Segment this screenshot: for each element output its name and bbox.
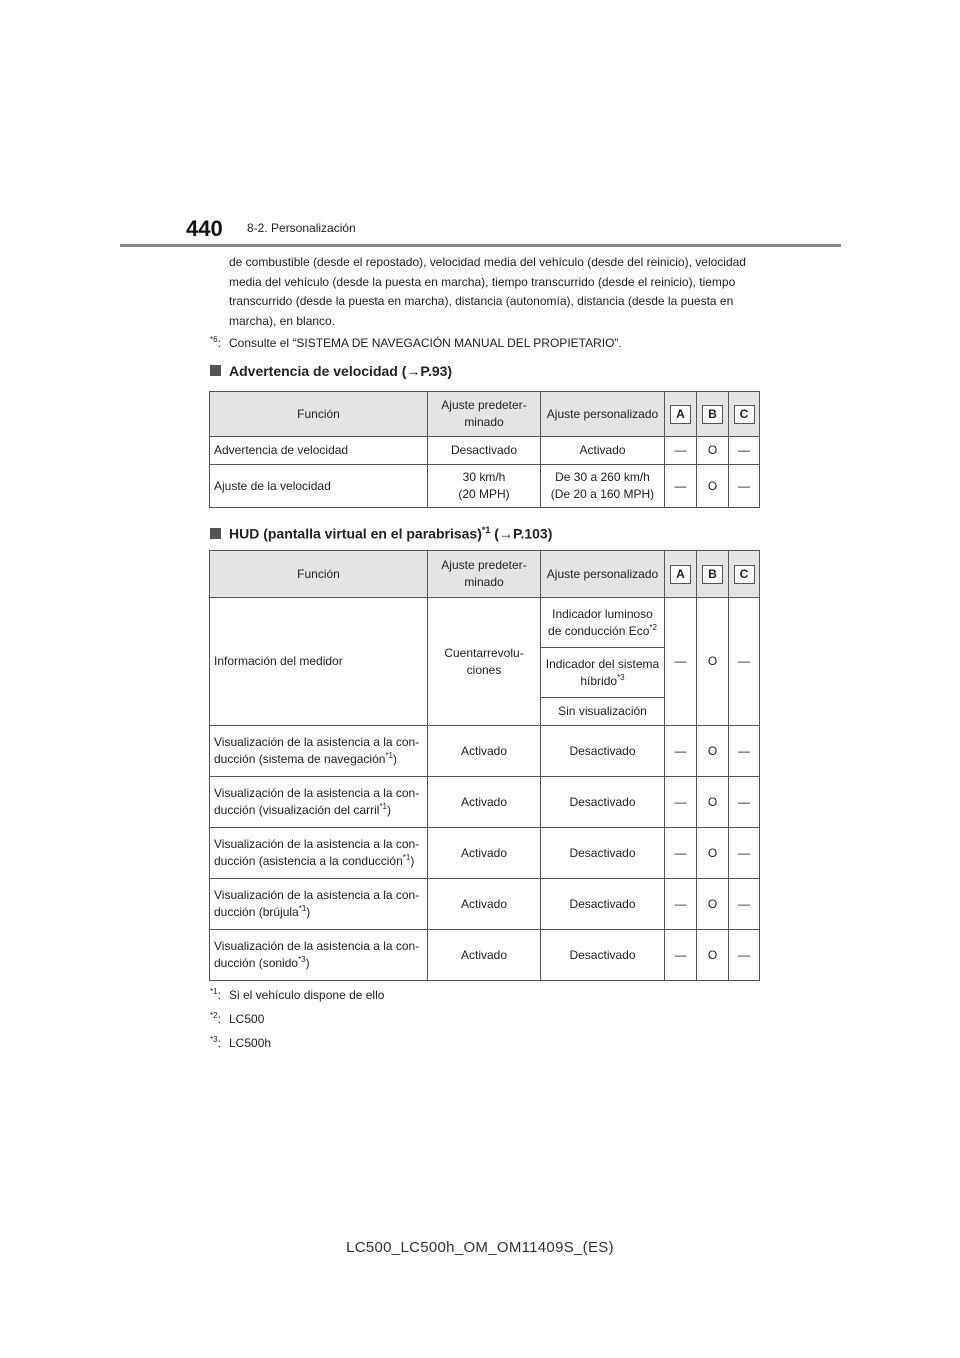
function-close: ) [305, 956, 310, 970]
cell-default: Activado [428, 726, 541, 777]
footnote-text: LC500h [229, 1036, 272, 1050]
cell-function [210, 777, 428, 828]
footnote-3 [210, 1035, 272, 1050]
footnote-sep: : [217, 988, 221, 1002]
cell-b: O [697, 930, 729, 981]
cell-function [210, 930, 428, 981]
column-header-default: Ajuste predeter-minado [428, 551, 541, 598]
cell-c: — [729, 879, 760, 930]
function-close: ) [306, 905, 311, 919]
hud-heading [210, 525, 552, 542]
function-close: ) [410, 854, 415, 868]
cell-custom: Desactivado [541, 777, 665, 828]
cell-custom-option [541, 598, 665, 648]
cell-c: — [729, 437, 760, 465]
section-title: 8-2. Personalización [247, 221, 356, 235]
heading-sup: *1 [481, 525, 491, 535]
cell-default: Activado [428, 828, 541, 879]
cell-b: O [697, 437, 729, 465]
table-header-row [210, 392, 760, 437]
function-line: ducción (brújula [214, 905, 299, 919]
cell-function: Advertencia de velocidad [210, 437, 428, 465]
label-c-box: C [734, 405, 755, 424]
column-header-c [729, 392, 760, 437]
column-header-b [697, 392, 729, 437]
footnote-6 [210, 335, 622, 350]
cell-a: — [665, 437, 697, 465]
table-row [210, 465, 760, 508]
column-header-default: Ajuste predeter-minado [428, 392, 541, 437]
cell-default: Activado [428, 879, 541, 930]
function-sup: *1 [385, 751, 393, 760]
table-row [210, 777, 760, 828]
cell-default: Activado [428, 777, 541, 828]
function-close: ) [393, 752, 397, 766]
function-line: Visualización de la asistencia a la con- [214, 786, 420, 800]
bullet-square-icon [210, 528, 221, 539]
arrow-icon: → [498, 525, 513, 542]
table-header-row [210, 551, 760, 598]
table-row [210, 726, 760, 777]
option-text: Indicador luminoso de conducción Eco [548, 606, 653, 638]
cell-c: — [729, 598, 760, 726]
cell-c: — [729, 726, 760, 777]
function-line: ducción (asistencia a la conducción [214, 854, 403, 868]
label-a-box: A [670, 405, 691, 424]
column-header-custom: Ajuste personalizado [541, 551, 665, 598]
label-a-box: A [670, 565, 691, 584]
footnote-sep: : [217, 1012, 221, 1026]
column-header-function: Función [210, 551, 428, 598]
footnote-mark: *1 [210, 987, 218, 996]
cell-default: Activado [428, 930, 541, 981]
option-text: Indicador del sistema híbrido [545, 656, 660, 688]
cell-custom: Desactivado [541, 930, 665, 981]
cell-custom: Desactivado [541, 828, 665, 879]
column-header-function: Función [210, 392, 428, 437]
hud-table [209, 550, 760, 981]
custom-line: De 30 a 260 km/h [555, 470, 650, 484]
column-header-custom: Ajuste personalizado [541, 392, 665, 437]
footnote-text: LC500 [229, 1012, 265, 1026]
function-sup: *3 [298, 955, 306, 964]
header-rule [120, 244, 841, 247]
cell-default: Cuentarrevolu-ciones [428, 598, 541, 726]
function-line: Visualización de la asistencia a la con- [214, 939, 420, 953]
cell-function [210, 828, 428, 879]
function-line: ducción (sonido [214, 956, 299, 970]
cell-a: — [665, 598, 697, 726]
document-code: LC500_LC500h_OM_OM11409S_(ES) [346, 1239, 614, 1256]
cell-b: O [697, 879, 729, 930]
heading-text: HUD (pantalla virtual en el parabrisas) [229, 525, 482, 542]
bullet-square-icon [210, 365, 221, 376]
cell-function: Información del medidor [210, 598, 428, 726]
cell-c: — [729, 828, 760, 879]
cell-a: — [665, 828, 697, 879]
cell-c: — [729, 465, 760, 508]
cell-custom [541, 465, 665, 508]
function-line: Visualización de la asistencia a la con- [214, 888, 420, 902]
cell-a: — [665, 777, 697, 828]
cell-a: — [665, 879, 697, 930]
speed-warning-table [209, 391, 760, 508]
option-sup: *2 [649, 622, 657, 632]
function-sup: *1 [379, 802, 387, 811]
cell-function [210, 879, 428, 930]
page-number: 440 [186, 216, 223, 241]
ref-open: ( [490, 525, 499, 542]
label-b-box: B [702, 405, 723, 424]
cell-c: — [729, 777, 760, 828]
cell-default: Desactivado [428, 437, 541, 465]
cell-custom-option: Sin visualización [541, 698, 665, 726]
cell-b: O [697, 726, 729, 777]
footnote-text: Si el vehículo dispone de ello [229, 988, 385, 1002]
cell-default [428, 465, 541, 508]
table-row [210, 598, 760, 648]
footnote-text: Consulte el “SISTEMA DE NAVEGACIÓN MANUAL DEL PROPIETARIO”. [229, 336, 622, 350]
footnote-sep: : [217, 1036, 221, 1050]
speed-warning-heading [210, 363, 452, 379]
function-line: Visualización de la asistencia a la con- [214, 837, 420, 851]
label-b-box: B [702, 565, 723, 584]
table-row [210, 828, 760, 879]
footnote-1 [210, 987, 385, 1002]
footnote-sep: : [217, 336, 221, 350]
custom-line: (De 20 a 160 MPH) [550, 487, 655, 501]
intro-paragraph: de combustible (desde el repostado), velocidad media del vehículo (desde del reinicio), velocidad media del vehículo (desde la puesta en marcha), tiempo transcurrido (desde el reinicio), tiempo transcurrido (desde la puesta en marcha), distancia (autonomía), distancia (desde la puesta en marcha), en blanco. [229, 255, 746, 328]
cell-custom: Desactivado [541, 726, 665, 777]
option-sup: *3 [617, 672, 625, 682]
table-row [210, 879, 760, 930]
cell-a: — [665, 930, 697, 981]
cell-b: O [697, 828, 729, 879]
function-line: ducción (sistema de navegación [214, 752, 386, 766]
page-reference: P.103) [512, 525, 553, 542]
column-header-b [697, 551, 729, 598]
label-c-box: C [734, 565, 755, 584]
cell-b: O [697, 465, 729, 508]
column-header-a [665, 392, 697, 437]
footnote-mark: *2 [210, 1011, 218, 1020]
cell-custom: Desactivado [541, 879, 665, 930]
cell-custom-option [541, 648, 665, 698]
cell-function: Ajuste de la velocidad [210, 465, 428, 508]
page-reference: P.93) [420, 363, 453, 379]
cell-b: O [697, 598, 729, 726]
column-header-c [729, 551, 760, 598]
function-line: ducción (visualización del carril [214, 803, 380, 817]
default-line: 30 km/h [462, 470, 506, 484]
table-row [210, 930, 760, 981]
footnote-mark: *3 [210, 1035, 218, 1044]
function-sup: *1 [402, 853, 411, 862]
arrow-icon: → [406, 363, 421, 379]
cell-c: — [729, 930, 760, 981]
cell-a: — [665, 465, 697, 508]
cell-a: — [665, 726, 697, 777]
cell-b: O [697, 777, 729, 828]
default-line: (20 MPH) [458, 487, 510, 501]
footnote-mark: *6 [210, 335, 218, 344]
cell-function [210, 726, 428, 777]
cell-custom: Activado [541, 437, 665, 465]
table-row [210, 437, 760, 465]
footnote-2 [210, 1011, 265, 1026]
column-header-a [665, 551, 697, 598]
function-sup: *1 [298, 904, 307, 913]
heading-text: Advertencia de velocidad ( [229, 363, 407, 379]
function-line: Visualización de la asistencia a la con- [214, 735, 420, 749]
function-close: ) [386, 803, 391, 817]
